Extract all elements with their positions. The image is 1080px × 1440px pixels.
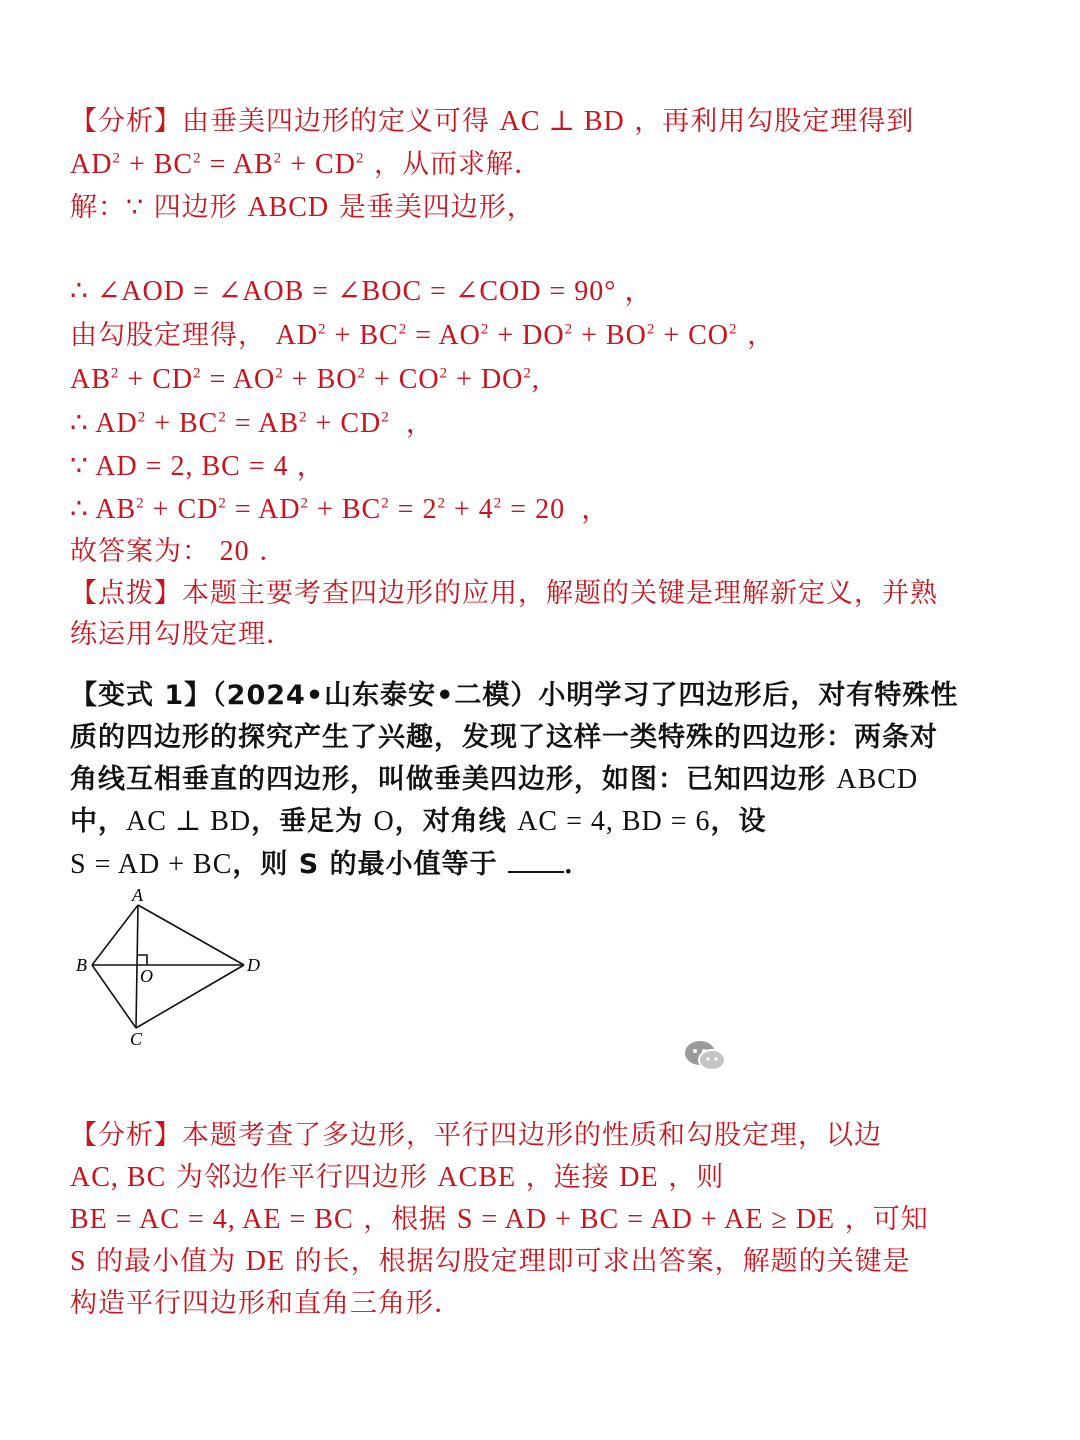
analysis1-line3: 解：∵ 四边形 ABCD 是垂美四边形， xyxy=(70,192,535,223)
analysis1-given: ∵ AD = 2, BC = 4 ， xyxy=(70,451,326,482)
label-c: C xyxy=(130,1029,143,1049)
problem-line4: 中，AC ⊥ BD，垂足为 O，对角线 AC = 4, BD = 6，设 xyxy=(70,806,767,837)
analysis2-line2: AC, BC 为邻边作平行四边形 ACBE ，连接 DE ，则 xyxy=(70,1162,725,1193)
problem-line1: 【变式 1】（2024•山东泰安•二模）小明学习了四边形后，对有特殊性 xyxy=(70,680,959,711)
analysis1-tip-line2: 练运用勾股定理． xyxy=(70,619,294,650)
edge-ab xyxy=(92,905,138,965)
label-a: A xyxy=(132,885,143,905)
analysis1-eq3: ∴ $AD^2 + BC^2 = AB^2 + CD^2$ ， xyxy=(70,408,435,439)
analysis1-answer: 故答案为： 20 ． xyxy=(70,536,288,567)
right-angle-mark xyxy=(137,955,147,965)
analysis1-angles: ∴ ∠AOD = ∠AOB = ∠BOC = ∠COD = 90° ， xyxy=(70,276,654,307)
label-d: D xyxy=(247,955,260,975)
problem-line2: 质的四边形的探究产生了兴趣，发现了这样一类特殊的四边形：两条对 xyxy=(70,722,938,753)
chat-bubble-icon xyxy=(684,1038,728,1074)
analysis1-tip-line1: 【点拨】本题主要考查四边形的应用，解题的关键是理解新定义，并熟 xyxy=(70,578,938,609)
diagonal-ac xyxy=(136,905,138,1028)
problem-line5: S = AD + BC，则 S 的最小值等于 ． xyxy=(70,849,593,880)
analysis1-result: ∴ $AB^2 + CD^2 = AD^2 + BC^2 = 2^2 + 4^2 = 20$ ， xyxy=(70,494,611,525)
answer-blank xyxy=(508,847,564,873)
edge-bc xyxy=(92,965,136,1028)
label-b: B xyxy=(76,955,87,975)
analysis1-line1: 【分析】由垂美四边形的定义可得 AC ⊥ BD ，再利用勾股定理得到 xyxy=(70,106,915,137)
analysis2-line3: BE = AC = 4, AE = BC ，根据 S = AD + BC = AD + AE ≥ DE ，可知 xyxy=(70,1204,929,1235)
analysis1-pythagoras: 由勾股定理得， $AD^2 + BC^2 = AO^2 + DO^2 + BO^2 + CO^2$ ， xyxy=(70,320,776,351)
analysis1-line2: $AD^2 + BC^2 = AB^2 + CD^2$ ，从而求解． xyxy=(70,149,543,180)
analysis2-line5: 构造平行四边形和直角三角形． xyxy=(70,1288,462,1319)
edge-da xyxy=(138,905,244,965)
quadrilateral-figure xyxy=(70,885,270,1050)
analysis2-line4: S 的最小值为 DE 的长，根据勾股定理即可求出答案，解题的关键是 xyxy=(70,1246,911,1277)
analysis1-eq2: $AB^2 + CD^2 = AO^2 + BO^2 + CO^2 + DO^2$, xyxy=(70,364,540,395)
problem-line3: 角线互相垂直的四边形，叫做垂美四边形，如图：已知四边形 ABCD xyxy=(70,764,919,795)
label-o: O xyxy=(140,966,153,986)
analysis2-line1: 【分析】本题考查了多边形，平行四边形的性质和勾股定理，以边 xyxy=(70,1120,882,1151)
